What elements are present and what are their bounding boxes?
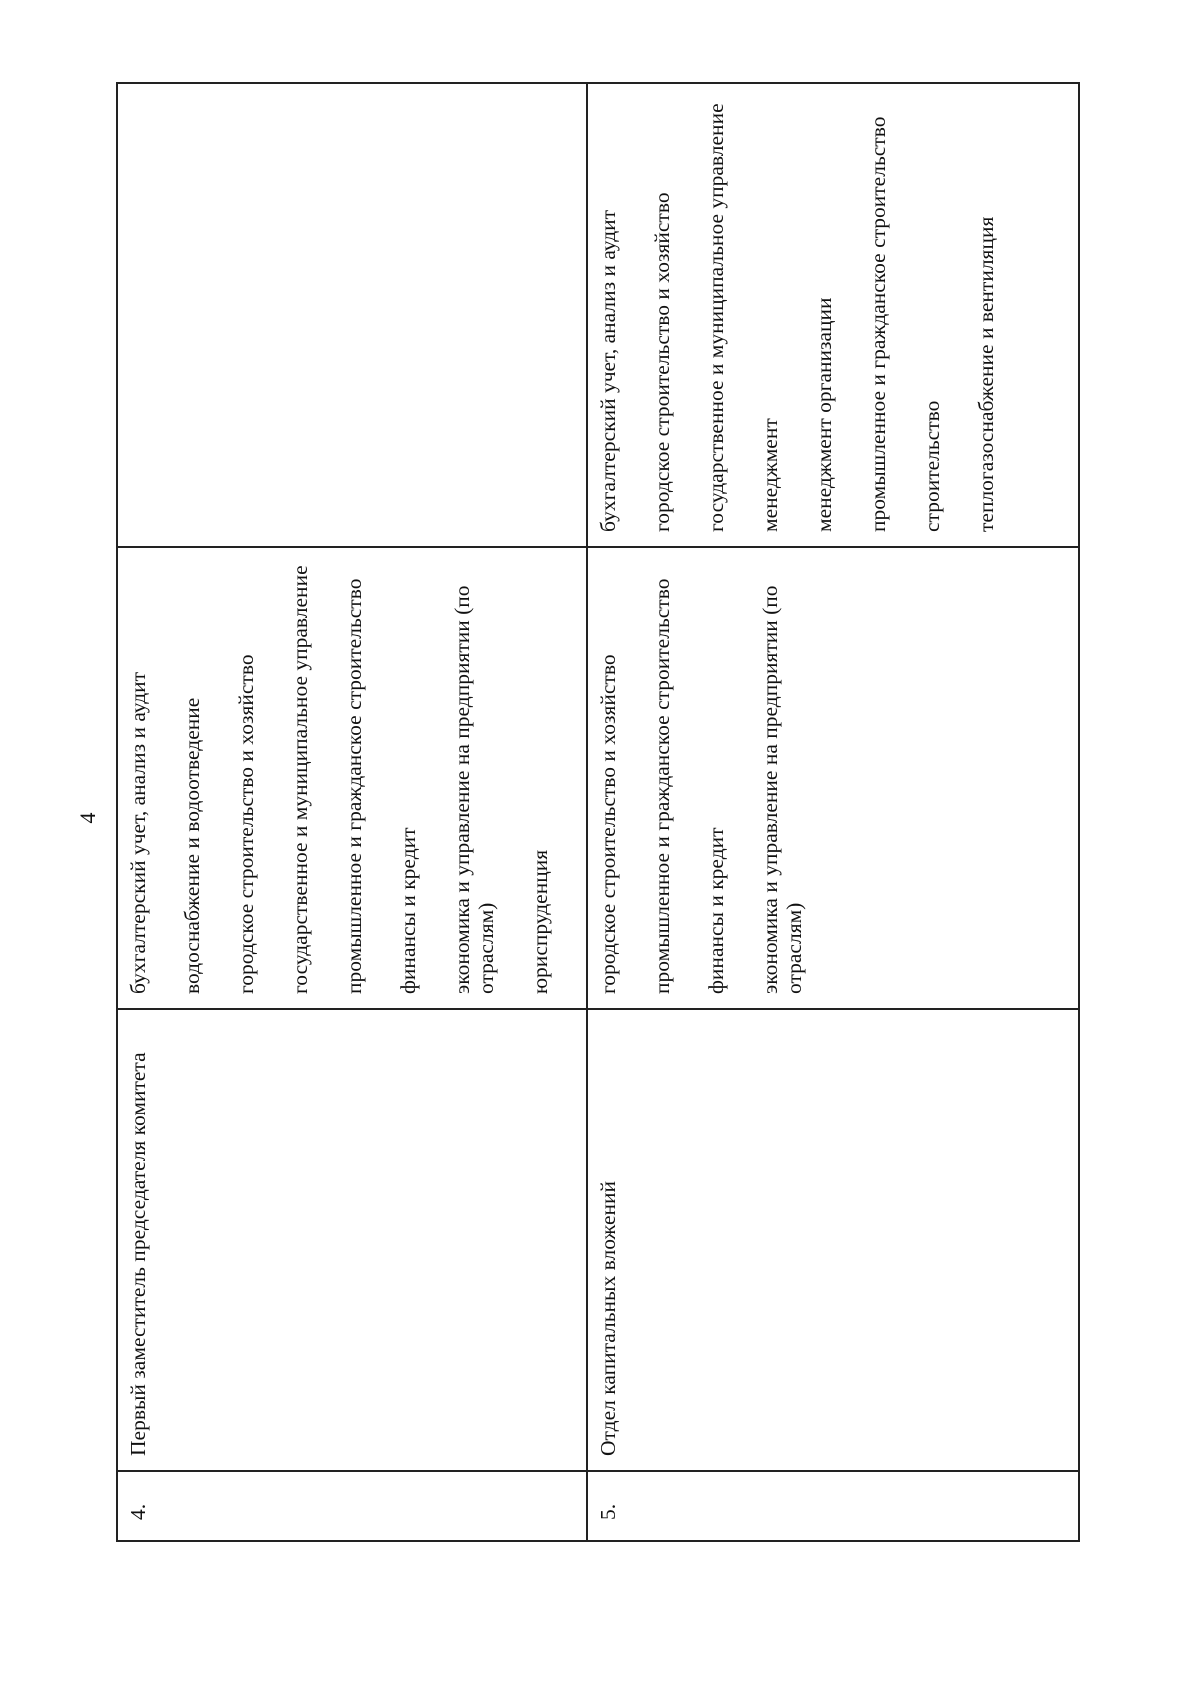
education-list bbox=[118, 546, 586, 1008]
list-item: бухгалтерский учет, анализ и аудит bbox=[596, 209, 620, 532]
row-number: 5. bbox=[596, 1503, 620, 1520]
list-item: экономика и управление на предприятии (по отраслям) bbox=[758, 585, 806, 994]
list-item: городское строительство и хозяйство bbox=[234, 654, 258, 994]
list-item: строительство bbox=[920, 400, 944, 532]
list-item: городское строительство и хозяйство bbox=[650, 192, 674, 532]
specialty-list bbox=[588, 84, 1056, 546]
specialty-list bbox=[118, 84, 586, 546]
list-item: городское строительство и хозяйство bbox=[596, 654, 620, 994]
position-title: Отдел капитальных вложений bbox=[596, 1180, 620, 1456]
list-item: менеджмент организации bbox=[812, 297, 836, 532]
list-item: промышленное и гражданское строительство bbox=[866, 116, 890, 532]
table-row bbox=[588, 84, 1056, 1540]
list-item: государственное и муниципальное управление bbox=[288, 565, 312, 994]
row-number: 4. bbox=[126, 1503, 150, 1520]
list-item: финансы и кредит bbox=[704, 827, 728, 994]
list-item: промышленное и гражданское строительство bbox=[650, 578, 674, 994]
list-item: бухгалтерский учет, анализ и аудит bbox=[126, 671, 150, 994]
list-item: государственное и муниципальное управление bbox=[704, 103, 728, 532]
list-item: финансы и кредит bbox=[396, 827, 420, 994]
table-row bbox=[118, 84, 586, 1540]
list-item: водоснабжение и водоотведение bbox=[180, 697, 204, 994]
page-number: 4 bbox=[75, 812, 100, 824]
list-item: экономика и управление на предприятии (по отраслям) bbox=[450, 585, 498, 994]
list-item: юриспруденция bbox=[528, 849, 552, 994]
position-title: Первый заместитель председателя комитета bbox=[126, 1052, 150, 1456]
list-item: менеджмент bbox=[758, 418, 782, 532]
list-item: теплогазоснабжение и вентиляция bbox=[974, 216, 998, 532]
list-item: промышленное и гражданское строительство bbox=[342, 578, 366, 994]
education-list bbox=[588, 546, 1056, 1008]
